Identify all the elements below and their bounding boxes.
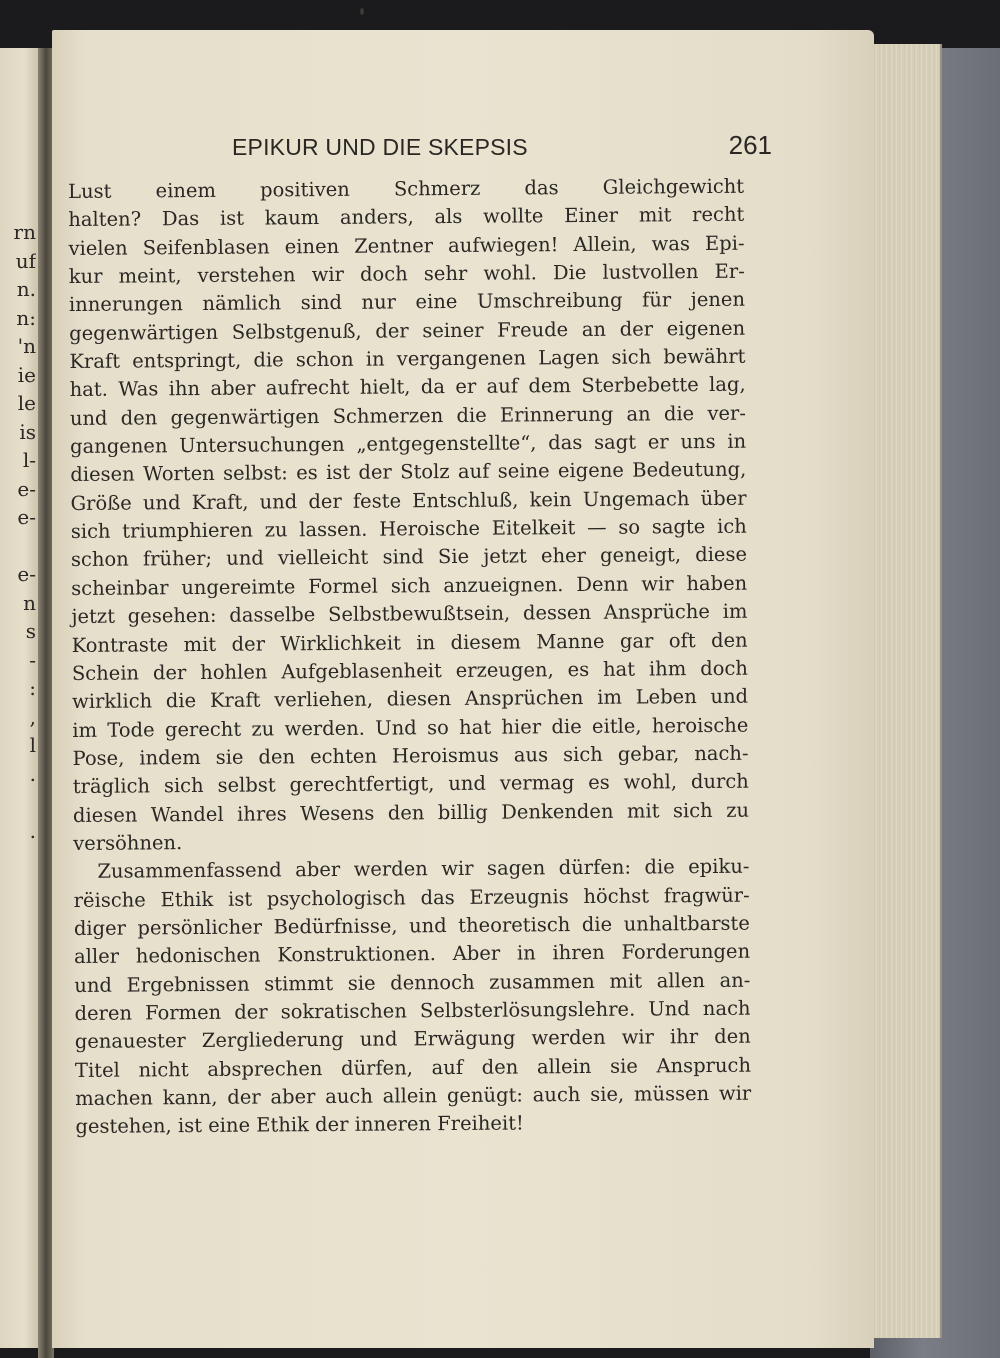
text-line: versöhnen. <box>73 831 183 855</box>
body-text <box>68 173 752 1142</box>
facing-page-fragment: n. <box>16 277 36 301</box>
facing-page-fragment: - <box>29 647 36 672</box>
facing-page-fragment: n: <box>16 305 36 330</box>
book-page <box>52 30 874 1348</box>
text-line: kur meint, verstehen wir doch sehr wohl. Die lustvollen Er- <box>68 259 745 289</box>
text-line: im Tode gerecht zu werden. Und so hat hier die eitle, heroische <box>72 713 749 742</box>
facing-page-fragment: . <box>29 761 36 786</box>
text-line: scheinbar ungereimte Formel sich anzueignen. Denn wir haben <box>71 571 748 600</box>
text-line: Pose, indem sie den echten Heroismus aus sich gebar, nach- <box>72 741 749 770</box>
text-line: Zusammenfassend aber werden wir sagen dürfen: die epiku- <box>97 854 750 884</box>
facing-page-fragment: 'n <box>17 334 36 358</box>
text-line: Kraft entspringt, die schon in vergangenen Lagen sich bewährt <box>69 344 746 374</box>
running-title: EPIKUR UND DIE SKEPSIS <box>232 134 528 160</box>
text-line: schon früher; und vielleicht sind Sie jetzt eher geneigt, diese <box>70 543 748 572</box>
text-line: hat. Was ihn aber aufrecht hielt, da er auf dem Sterbebette lag, <box>69 373 746 402</box>
facing-page-text <box>0 218 36 874</box>
text-line: gangenen Untersuchungen „entgegenstellte“, das sagt er uns in <box>70 429 747 459</box>
text-line: machen kann, der aber auch allein genügt: auch sie, müssen wir <box>75 1081 752 1110</box>
text-line: deren Formen der sokratischen Selbsterlösungslehre. Und nach <box>74 996 751 1025</box>
text-line: diesen Wandel ihres Wesens den billig Denkenden mit sich zu <box>72 798 750 827</box>
text-line: halten? Das ist kaum anders, als wollte Einer mit recht <box>68 203 745 232</box>
text-line: Titel nicht absprechen dürfen, auf den allein sie Anspruch <box>74 1053 752 1082</box>
text-line: diesen Worten selbst: es ist der Stolz auf seine eigene Bedeutung, <box>70 458 747 487</box>
text-line: Schein der hohlen Aufgeblasenheit erzeugen, es hat ihm doch <box>71 656 748 685</box>
page-stack-edge <box>868 44 942 1338</box>
facing-page-fragment: is <box>19 419 36 444</box>
text-line: wirklich die Kraft verliehen, diesen Ansprüchen im Leben und <box>72 684 749 714</box>
facing-page-fragment: l- <box>22 448 36 472</box>
facing-page <box>0 48 40 1348</box>
running-head <box>232 130 772 174</box>
text-line: rëische Ethik ist psychologisch das Erzeugnis höchst fragwür- <box>73 883 750 912</box>
facing-page-fragment: ie <box>17 362 36 387</box>
text-line: jetzt gesehen: dasselbe Selbstbewußtsein, dessen Ansprüche im <box>71 599 748 629</box>
text-line: gestehen, ist eine Ethik der inneren Freiheit! <box>75 1111 524 1139</box>
text-line: diger persönlicher Bedürfnisse, und theoretisch die unhaltbarste <box>73 911 750 940</box>
text-line: innerungen nämlich sind nur eine Umschreibung für jenen <box>68 288 746 317</box>
facing-page-fragment: , <box>29 704 36 729</box>
text-line: Kontraste mit der Wirklichkeit in diesem Manne gar oft den <box>71 628 748 657</box>
text-line: aller hedonischen Konstruktionen. Aber in ihren Forderungen <box>74 939 751 969</box>
text-line: und den gegenwärtigen Schmerzen die Erinnerung an die ver- <box>69 401 746 430</box>
text-line: gegenwärtigen Selbstgenuß, der seiner Freude an der eigenen <box>69 316 746 345</box>
facing-page-fragment: . <box>29 818 36 843</box>
page-number: 261 <box>728 130 772 160</box>
ink-speck <box>360 8 364 15</box>
facing-page-fragment: uf <box>15 248 36 273</box>
facing-page-fragment: rn <box>13 220 36 244</box>
text-line: genauester Zergliederung und Erwägung werden wir ihr den <box>74 1024 751 1054</box>
text-line: vielen Seifenblasen einen Zentner aufwiegen! Allein, was Epi- <box>68 231 745 260</box>
text-line: träglich sich selbst gerechtfertigt, und vermag es wohl, durch <box>72 769 749 799</box>
facing-page-fragment: : <box>29 676 36 700</box>
facing-page-fragment: s <box>25 619 36 643</box>
facing-page-fragment: l <box>29 733 36 757</box>
facing-page-fragment: n <box>23 590 36 615</box>
text-line: Größe und Kraft, und der feste Entschluß, kein Ungemach über <box>70 486 747 515</box>
facing-page-fragment: e- <box>17 562 36 586</box>
text-line: und Ergebnissen stimmt sie dennoch zusammen mit allen an- <box>74 968 751 997</box>
facing-page-fragment: e- <box>17 476 36 501</box>
facing-page-fragment <box>0 788 36 817</box>
text-line: sich triumphieren zu lassen. Heroische Eitelkeit — so sagte ich <box>70 514 747 544</box>
facing-page-fragment <box>0 845 36 874</box>
facing-page-fragment: e- <box>17 505 36 529</box>
facing-page-fragment: le <box>17 391 36 415</box>
facing-page-fragment <box>0 532 36 561</box>
text-line: Lust einem positiven Schmerz das Gleichgewicht <box>68 174 745 203</box>
